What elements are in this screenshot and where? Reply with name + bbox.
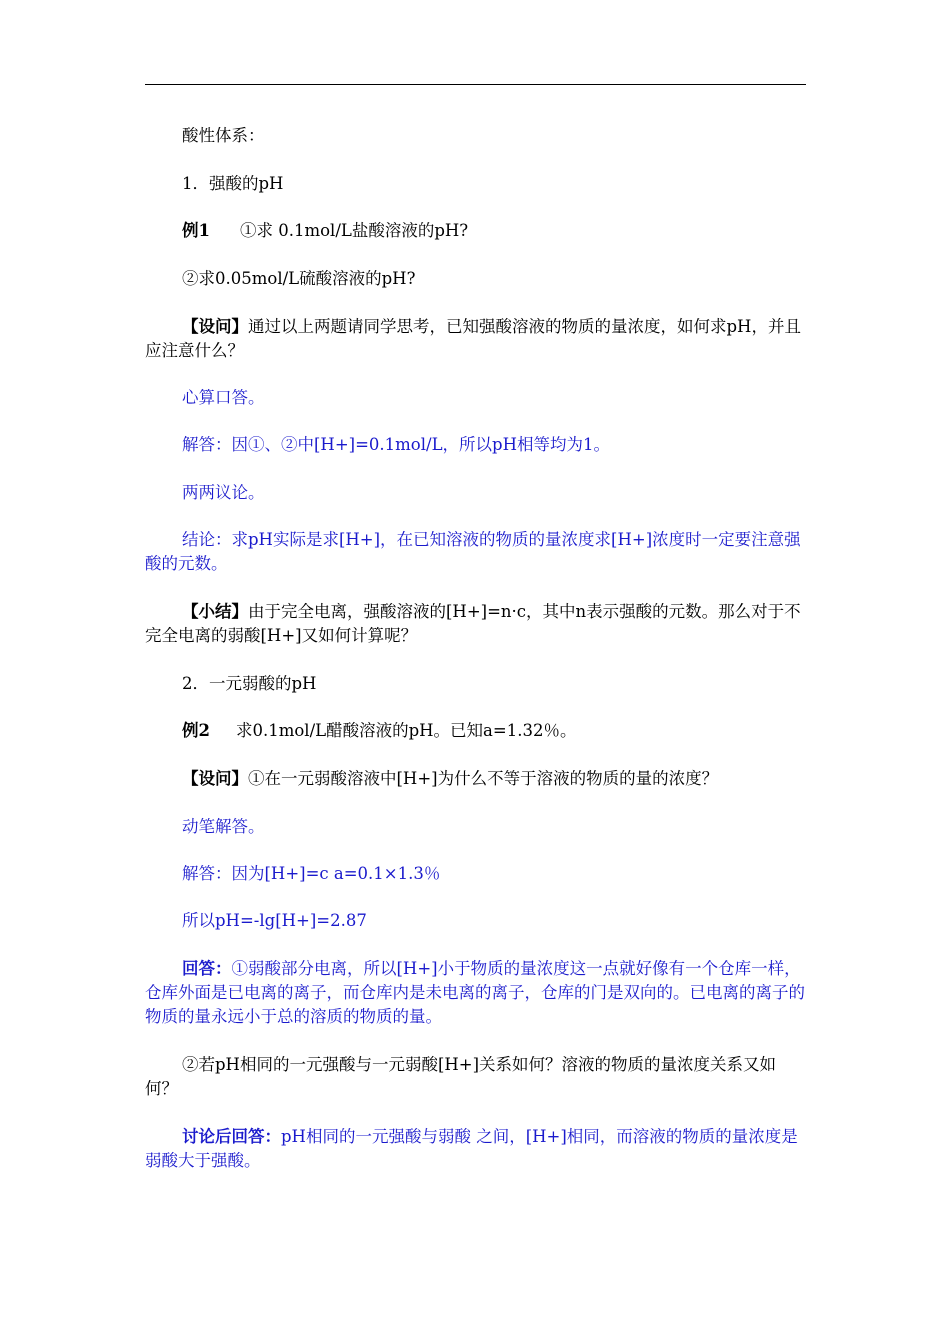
summary [145,600,808,648]
example-1-question-2: ②求0.05mol/L硫酸溶液的pH? [182,269,416,288]
summary-tag: 【小结】 [182,602,248,621]
reply-text: ①弱酸部分电离，所以[H+]小于物质的量浓度这一点就好像有一个仓库一样，仓库外面是已电离的离子，而仓库内是未电离的离子，仓库的门是双向的。已电离的离子的物质的量永远小于总的溶质的物质的量。 [145,959,805,1026]
example-2-text: 求0.1mol/L醋酸溶液的pH。已知a=1.32％。 [235,721,577,740]
pen-answer: 动笔解答。 [182,817,265,836]
heading-weak-acid: 2．一元弱酸的pH [182,674,317,693]
heading-strong-acid: 1．强酸的pH [182,174,284,193]
example-1-text: ①求 0.1mol/L盐酸溶液的pH? [239,221,469,240]
question-2 [145,767,808,791]
question-1-text: 通过以上两题请同学思考，已知强酸溶液的物质的量浓度，如何求pH，并且应注意什么？ [145,317,801,360]
question-1-tag: 【设问】 [182,317,248,336]
answer-2-result: 所以pH=-lg[H+]=2.87 [182,911,367,930]
final-answer [145,1125,808,1173]
answer-1: 解答：因①、②中[H+]=0.1mol/L，所以pH相等均为1。 [182,435,610,454]
question-1 [145,315,808,363]
answer-2: 解答：因为[H+]=c a=0.1×1.3％ [182,864,441,883]
example-2-label: 例2 [182,721,210,740]
discuss-note: 两两议论。 [182,483,265,502]
question-2-tag: 【设问】 [182,769,248,788]
question-3: ②若pH相同的一元强酸与一元弱酸[H+]关系如何？溶液的物质的量浓度关系又如何？ [145,1055,777,1098]
conclusion: 结论：求pH实际是求[H+]，在已知溶液的物质的量浓度求[H+]浓度时一定要注意强酸的元数。 [145,530,801,573]
example-1-label: 例1 [182,221,210,240]
section-title: 酸性体系： [182,126,265,145]
header-rule [145,84,806,85]
reply [145,957,808,1029]
example-2 [145,719,808,743]
summary-text: 由于完全电离，强酸溶液的[H+]=n·c，其中n表示强酸的元数。那么对于不完全电离的弱酸[H+]又如何计算呢？ [145,602,801,645]
question-2-text: ①在一元弱酸溶液中[H+]为什么不等于溶液的物质的量的浓度？ [248,769,719,788]
final-answer-tag: 讨论后回答： [182,1127,281,1146]
oral-answer: 心算口答。 [182,388,265,407]
example-1 [145,219,808,243]
final-answer-text: pH相同的一元强酸与弱酸 之间，[H+]相同，而溶液的物质的量浓度是弱酸大于强酸。 [145,1127,798,1170]
reply-tag: 回答： [182,959,232,978]
